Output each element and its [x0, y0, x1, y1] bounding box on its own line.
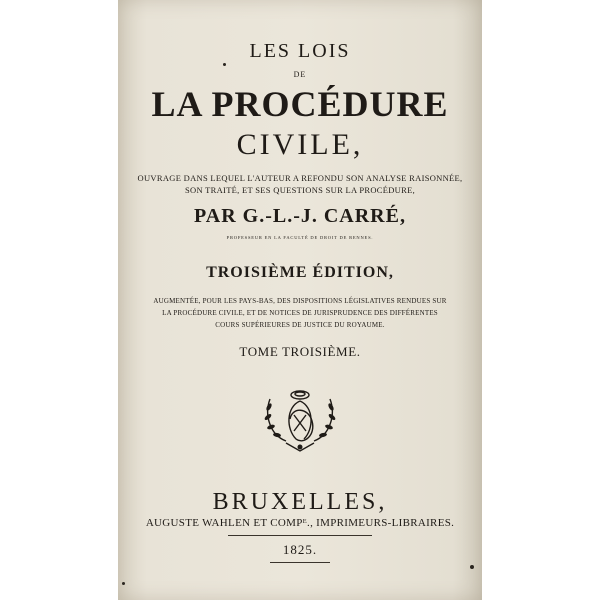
imprint-city: BRUXELLES, — [212, 489, 388, 515]
title-line-2: DE — [293, 70, 307, 79]
ink-spot — [470, 565, 474, 569]
title-line-1: LES LOIS — [249, 40, 351, 62]
ink-spot — [122, 582, 125, 585]
edition: TROISIÈME ÉDITION, — [206, 264, 394, 281]
title-line-4: CIVILE, — [236, 128, 364, 161]
wreath-monogram-emblem-icon — [256, 385, 344, 455]
edition-note-1: AUGMENTÉE, POUR LES PAYS-BAS, DES DISPOSITIONS LÉGISLATIVES RENDUES SUR — [153, 297, 447, 305]
main-title: LA PROCÉDURE — [151, 84, 449, 124]
edition-note-2: LA PROCÉDURE CIVILE, ET DE NOTICES DE JURISPRUDENCE DES DIFFÉRENTES — [162, 309, 438, 317]
edition-note-3: COURS SUPÉRIEURES DE JUSTICE DU ROYAUME. — [215, 321, 385, 329]
author: PAR G.-L.-J. CARRÉ, — [194, 205, 406, 227]
subtitle-line-2: SON TRAITÉ, ET SES QUESTIONS SUR LA PROCÉDURE, — [184, 185, 416, 195]
divider-rule — [270, 562, 330, 563]
publisher: AUGUSTE WAHLEN ET COMPᴱ., IMPRIMEURS-LIBRAIRES. — [145, 517, 455, 529]
author-title: PROFESSEUR EN LA FACULTÉ DE DROIT DE RENNES. — [226, 235, 374, 240]
title-page — [118, 0, 482, 600]
ink-spot — [223, 63, 226, 66]
imprint-year: 1825. — [282, 542, 318, 557]
divider-rule — [228, 535, 372, 536]
subtitle-line-1: OUVRAGE DANS LEQUEL L'AUTEUR A REFONDU SON ANALYSE RAISONNÉE, — [137, 173, 463, 183]
volume-label: TOME TROISIÈME. — [239, 344, 361, 359]
